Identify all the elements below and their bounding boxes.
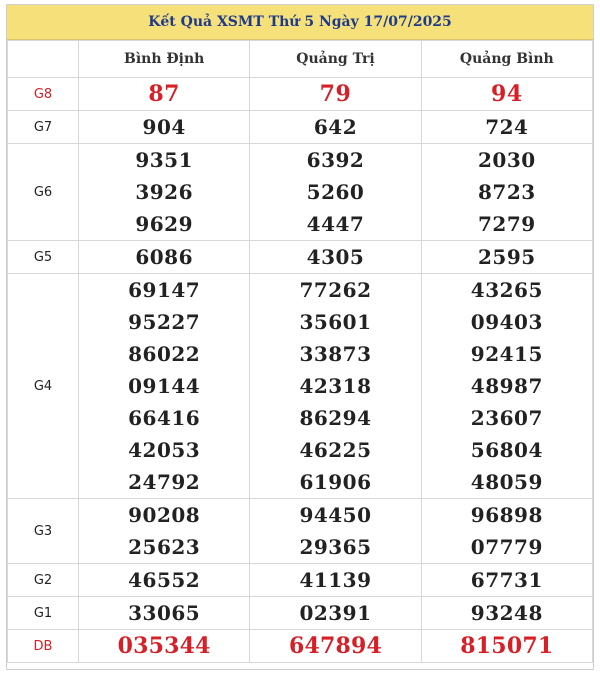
result-number: 904 xyxy=(142,115,186,139)
result-number: 3926 xyxy=(135,180,193,204)
page-title: Kết Quả XSMT Thứ 5 Ngày 17/07/2025 xyxy=(7,5,593,40)
prize-row-g5 xyxy=(8,241,593,274)
result-number: 2030 xyxy=(477,148,536,172)
result-number: 48987 xyxy=(470,374,543,398)
result-cell xyxy=(79,597,250,630)
result-number: 41139 xyxy=(299,568,372,592)
result-number: 66416 xyxy=(128,406,201,430)
prize-label: G4 xyxy=(8,274,79,499)
result-number: 24792 xyxy=(128,470,201,494)
result-cell xyxy=(421,241,592,274)
result-number: 77262 xyxy=(299,278,372,302)
result-cell xyxy=(421,564,592,597)
result-cell xyxy=(79,241,250,274)
result-number: 9629 xyxy=(135,212,193,236)
prize-row-g1 xyxy=(8,597,593,630)
prize-row-g6 xyxy=(8,144,593,241)
result-number: 815071 xyxy=(460,633,554,659)
result-number: 09144 xyxy=(128,374,201,398)
result-number: 79 xyxy=(319,81,352,107)
prize-label: G1 xyxy=(8,597,79,630)
result-number: 46552 xyxy=(128,568,201,592)
result-cell xyxy=(79,274,250,499)
result-cell xyxy=(79,630,250,663)
result-cell xyxy=(421,597,592,630)
results-body xyxy=(8,78,593,663)
result-cell xyxy=(79,111,250,144)
result-number: 25623 xyxy=(128,535,201,559)
prize-label: G6 xyxy=(8,144,79,241)
result-number: 56804 xyxy=(470,438,543,462)
result-number: 6086 xyxy=(135,245,193,269)
result-cell xyxy=(421,630,592,663)
table-header-row xyxy=(8,41,593,78)
result-number: 61906 xyxy=(299,470,372,494)
header-province-2: Quảng Trị xyxy=(250,41,421,78)
result-number: 7279 xyxy=(477,212,536,236)
prize-label: G2 xyxy=(8,564,79,597)
prize-row-g4 xyxy=(8,274,593,499)
result-cell xyxy=(79,499,250,564)
prize-label: DB xyxy=(8,630,79,663)
prize-label: G8 xyxy=(8,78,79,111)
result-cell xyxy=(79,144,250,241)
result-number: 09403 xyxy=(470,310,543,334)
result-number: 9351 xyxy=(135,148,193,172)
result-number: 48059 xyxy=(470,470,543,494)
result-number: 42053 xyxy=(128,438,201,462)
result-cell xyxy=(250,274,421,499)
results-table xyxy=(7,40,593,663)
result-number: 29365 xyxy=(299,535,372,559)
result-cell xyxy=(250,597,421,630)
result-number: 86022 xyxy=(128,342,201,366)
header-prize-column xyxy=(8,41,79,78)
result-number: 035344 xyxy=(117,633,211,659)
prize-row-g2 xyxy=(8,564,593,597)
result-number: 86294 xyxy=(299,406,372,430)
result-cell xyxy=(421,144,592,241)
result-number: 87 xyxy=(148,81,180,107)
result-cell xyxy=(250,499,421,564)
result-number: 647894 xyxy=(288,633,383,659)
result-cell xyxy=(421,78,592,111)
result-number: 4305 xyxy=(306,245,365,269)
prize-row-db xyxy=(8,630,593,663)
result-number: 92415 xyxy=(470,342,543,366)
result-cell xyxy=(79,78,250,111)
result-number: 94450 xyxy=(299,503,372,527)
result-number: 724 xyxy=(485,115,529,139)
result-cell xyxy=(250,144,421,241)
result-number: 2595 xyxy=(477,245,536,269)
result-number: 33065 xyxy=(128,601,201,625)
result-number: 23607 xyxy=(470,406,543,430)
result-number: 90208 xyxy=(128,503,201,527)
result-cell xyxy=(79,564,250,597)
prize-row-g3 xyxy=(8,499,593,564)
prize-label: G7 xyxy=(8,111,79,144)
result-cell xyxy=(250,78,421,111)
result-number: 07779 xyxy=(470,535,543,559)
result-number: 8723 xyxy=(477,180,536,204)
result-number: 96898 xyxy=(470,503,543,527)
result-number: 95227 xyxy=(128,310,201,334)
prize-row-g7 xyxy=(8,111,593,144)
header-province-3: Quảng Bình xyxy=(421,41,592,78)
result-cell xyxy=(250,630,421,663)
result-number: 33873 xyxy=(299,342,372,366)
prize-label: G3 xyxy=(8,499,79,564)
result-number: 4447 xyxy=(306,212,365,236)
result-cell xyxy=(250,111,421,144)
result-number: 67731 xyxy=(470,568,543,592)
result-number: 35601 xyxy=(299,310,372,334)
result-number: 46225 xyxy=(299,438,372,462)
result-cell xyxy=(421,274,592,499)
result-number: 69147 xyxy=(128,278,201,302)
results-panel xyxy=(6,4,594,670)
result-cell xyxy=(250,564,421,597)
result-number: 43265 xyxy=(470,278,543,302)
result-cell xyxy=(421,111,592,144)
result-number: 5260 xyxy=(306,180,365,204)
result-number: 94 xyxy=(491,81,523,107)
result-number: 02391 xyxy=(299,601,372,625)
prize-row-g8 xyxy=(8,78,593,111)
result-number: 93248 xyxy=(470,601,543,625)
result-number: 42318 xyxy=(299,374,372,398)
result-cell xyxy=(250,241,421,274)
header-province-1: Bình Định xyxy=(79,41,250,78)
result-cell xyxy=(421,499,592,564)
result-number: 6392 xyxy=(306,148,365,172)
result-number: 642 xyxy=(313,115,358,139)
prize-label: G5 xyxy=(8,241,79,274)
